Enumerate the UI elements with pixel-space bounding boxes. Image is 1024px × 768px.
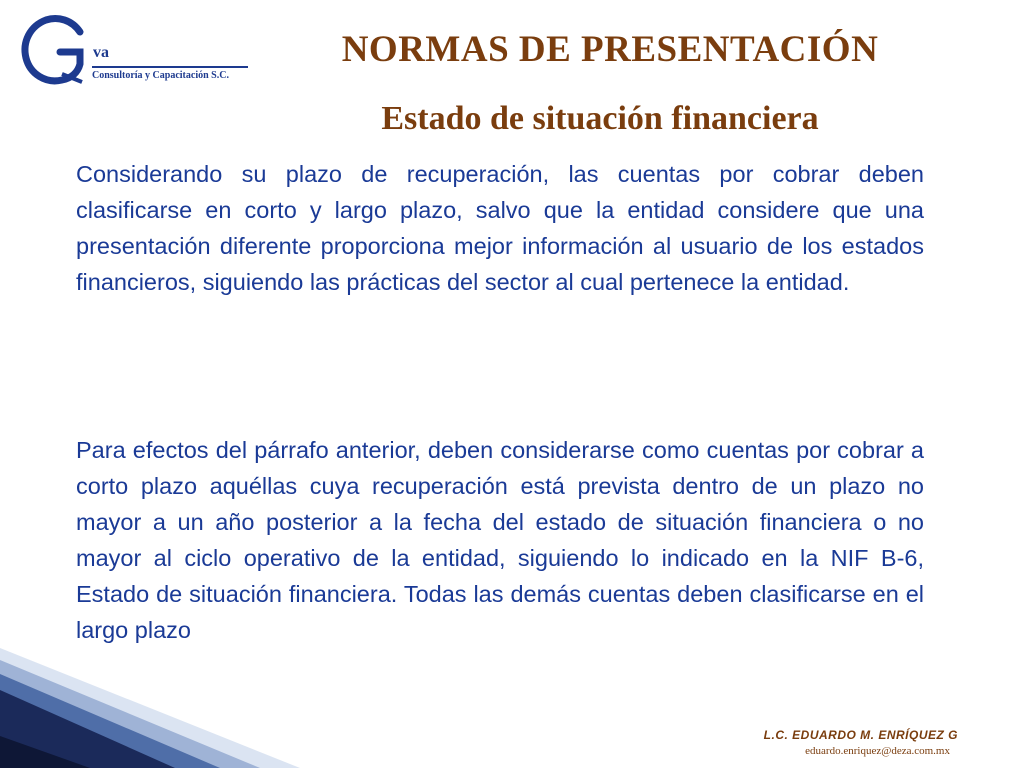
logo-underline — [92, 66, 248, 68]
footer-email: eduardo.enriquez@deza.com.mx — [805, 745, 950, 757]
paragraph-1: Considerando su plazo de recuperación, las cuentas por cobrar deben clasificarse en corto y largo plazo, salvo que la entidad considere que una presentación diferente proporciona mejor información al usuario de los estados financieros, siguiendo las prácticas del sector al cual pertenece la entidad. — [76, 161, 924, 295]
logo-letters: va — [93, 44, 109, 61]
g-logo-icon — [18, 12, 98, 92]
footer-author: L.C. EDUARDO M. ENRÍQUEZ G — [763, 728, 958, 742]
company-logo — [18, 12, 248, 94]
logo-caption: Consultoría y Capacitación S.C. — [92, 70, 229, 81]
paragraph-2: Para efectos del párrafo anterior, deben considerarse como cuentas por cobrar a corto plazo aquéllas cuya recuperación está prevista dentro de un plazo no mayor a un año posterior a la fecha del estado de situación financiera o no mayor al ciclo operativo de la entidad, siguiendo lo indicado en la NIF B-6, Estado de situación financiera. Todas las demás cuentas deben clasificarse en el largo plazo — [76, 437, 924, 643]
page-subtitle: Estado de situación financiera — [381, 100, 819, 137]
corner-decoration — [0, 640, 320, 768]
page-title: NORMAS DE PRESENTACIÓN — [341, 29, 879, 70]
